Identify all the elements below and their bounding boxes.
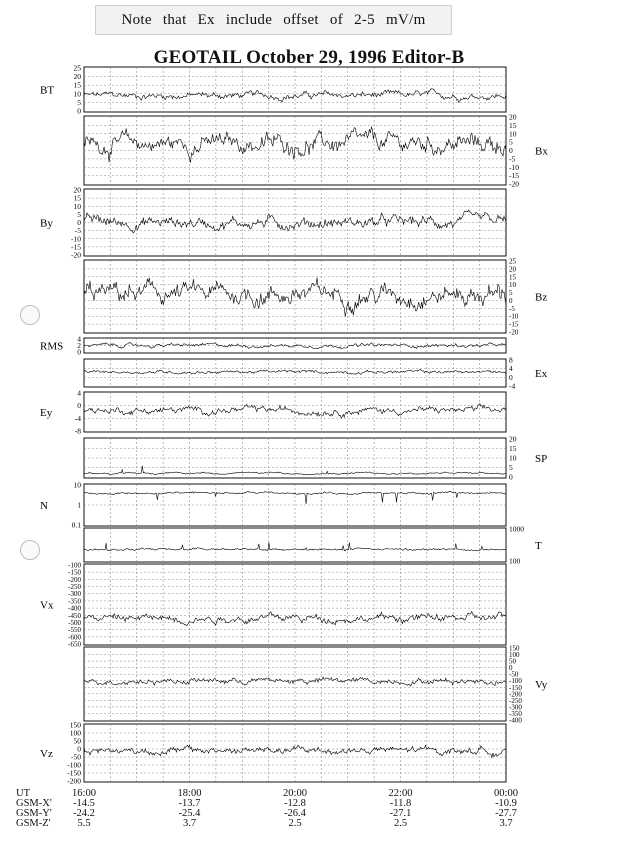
panel-label-bt: BT (40, 84, 55, 97)
x-tick-label: 00:00 (494, 788, 518, 799)
position-value: -13.7 (178, 798, 201, 809)
tick-label-vz: 50 (73, 736, 81, 746)
tick-label-vz: -50 (71, 752, 81, 762)
panel-label-n: N (40, 500, 48, 512)
panel-label-vx: Vx (40, 599, 54, 612)
panel-label-bx: Bx (535, 145, 548, 158)
tick-label-vx: -100 (68, 561, 81, 570)
position-value: -27.1 (389, 808, 412, 819)
tick-label-ey: -8 (74, 426, 81, 436)
footer-row-label: GSM-Y' (16, 808, 52, 819)
footer-row-label: GSM-Z' (16, 818, 51, 829)
tick-label-sp: 15 (509, 444, 517, 453)
tick-label-n: 0.1 (71, 520, 81, 530)
panel-label-t: T (535, 540, 542, 552)
tick-label-vy: 100 (509, 651, 520, 660)
tick-label-vx: -450 (68, 611, 81, 620)
tick-label-vy: 50 (509, 657, 516, 666)
tick-label-vx: -650 (68, 640, 81, 649)
position-value: 2.5 (288, 818, 302, 829)
tick-label-vy: 150 (509, 644, 520, 653)
tick-label-ex: 4 (509, 364, 513, 374)
tick-label-bt: 15 (73, 80, 81, 90)
position-value: -27.7 (495, 808, 517, 819)
panel-label-ex: Ex (535, 368, 548, 380)
tick-label-bx: 10 (509, 129, 517, 139)
tick-label-by: 0 (77, 218, 81, 227)
tick-label-rms: 4 (77, 334, 81, 344)
tick-label-bz: 25 (509, 257, 516, 266)
tick-label-vy: -200 (509, 690, 522, 699)
tick-label-bz: 0 (509, 296, 513, 305)
panel-label-vy: Vy (535, 679, 548, 691)
tick-label-bz: -10 (509, 312, 519, 321)
tick-label-by: -20 (71, 250, 81, 260)
tick-label-vy: -150 (509, 683, 522, 692)
position-value: 3.7 (499, 818, 513, 829)
tick-label-ex: -4 (509, 381, 516, 391)
x-tick-label: 22:00 (388, 788, 413, 799)
tick-label-by: -15 (71, 242, 81, 252)
tick-label-ex: 8 (509, 355, 513, 365)
tick-label-vz: 150 (69, 720, 81, 730)
tick-label-bz: 10 (509, 281, 516, 290)
tick-label-vy: -50 (509, 670, 519, 679)
tick-label-bz: 15 (509, 273, 516, 282)
x-tick-label: 16:00 (72, 788, 96, 799)
tick-label-vy: -400 (509, 716, 522, 725)
tick-label-bt: 0 (77, 106, 81, 116)
tick-label-sp: 20 (509, 434, 517, 444)
position-value: -12.8 (284, 798, 306, 809)
position-value: -10.9 (495, 798, 517, 809)
tick-label-vz: -100 (67, 760, 81, 770)
tick-label-rms: 0 (77, 347, 81, 357)
position-value: 3.7 (182, 818, 197, 829)
tick-label-by: 20 (73, 185, 81, 195)
note-banner: Note that Ex include offset of 2-5 mV/m (95, 5, 452, 35)
panel-label-vz: Vz (40, 748, 53, 760)
panel-label-bz: Bz (535, 291, 548, 304)
tick-label-vz: 0 (77, 744, 81, 754)
tick-label-vy: 0 (509, 664, 513, 673)
position-value: -14.5 (73, 798, 95, 809)
tick-label-vz: -150 (67, 768, 81, 778)
position-value: -26.4 (284, 808, 306, 819)
tick-label-vy: -350 (509, 709, 522, 718)
position-value: -24.2 (73, 808, 95, 819)
tick-label-bx: 0 (509, 146, 513, 155)
position-value: -11.8 (389, 798, 412, 809)
panel-label-sp: SP (535, 453, 548, 465)
tick-label-bz: 20 (509, 265, 516, 274)
tick-label-bz: 5 (509, 289, 513, 298)
tick-label-t: 100 (509, 556, 521, 566)
tick-label-vy: -100 (509, 677, 522, 686)
tick-label-by: -5 (74, 226, 81, 236)
tick-label-vx: -200 (68, 575, 81, 584)
chart-title: GEOTAIL October 29, 1996 Editor-B (153, 47, 465, 68)
tick-label-bx: -10 (509, 162, 519, 172)
tick-label-vx: -500 (68, 618, 81, 627)
tick-label-by: 10 (73, 201, 81, 211)
tick-label-sp: 0 (509, 472, 513, 482)
tick-label-ey: -4 (74, 413, 81, 423)
footer-row-label: UT (16, 788, 30, 799)
tick-label-bx: 15 (509, 120, 517, 130)
tick-label-ey: 0 (77, 401, 81, 411)
tick-label-bx: 5 (509, 137, 513, 147)
tick-label-vx: -350 (68, 597, 81, 606)
tick-label-bt: 20 (73, 72, 81, 82)
tick-label-bt: 25 (73, 63, 81, 73)
panel-label-rms: RMS (40, 340, 64, 353)
series-line-vz (84, 745, 506, 757)
tick-label-vz: 100 (69, 728, 81, 738)
x-tick-label: 20:00 (283, 788, 307, 799)
tick-label-t: 1000 (509, 524, 524, 534)
tick-label-vx: -150 (68, 568, 81, 577)
tick-label-bz: -20 (509, 328, 519, 337)
tick-label-vx: -250 (68, 583, 81, 592)
position-value: 2.5 (393, 818, 408, 829)
panel-label-by: By (40, 217, 53, 230)
tick-label-vx: -400 (68, 604, 81, 613)
tick-label-bt: 10 (73, 89, 81, 99)
tick-label-by: -10 (71, 234, 81, 244)
tick-label-sp: 5 (509, 463, 513, 472)
position-value: -25.4 (178, 808, 201, 819)
tick-label-bx: -20 (509, 179, 519, 189)
tick-label-vy: -300 (509, 703, 522, 712)
tick-label-bz: -15 (509, 320, 519, 329)
tick-label-sp: 10 (509, 453, 517, 463)
tick-label-by: 5 (77, 209, 81, 219)
position-value: 5.5 (77, 818, 91, 829)
tick-label-vy: -250 (509, 696, 522, 705)
tick-label-bt: 5 (77, 97, 81, 107)
panel-frame-bt (84, 67, 506, 112)
tick-label-vx: -550 (68, 626, 81, 635)
tick-label-n: 1 (77, 500, 81, 510)
tick-label-bx: -5 (509, 154, 516, 164)
tick-label-ey: 4 (77, 388, 81, 398)
tick-label-rms: 2 (77, 341, 81, 350)
tick-label-bx: -15 (509, 171, 519, 181)
tick-label-vx: -600 (68, 633, 81, 642)
tick-label-vz: -200 (67, 776, 81, 786)
tick-label-bz: -5 (509, 304, 515, 313)
tick-label-ex: 0 (509, 372, 513, 382)
tick-label-vx: -300 (68, 590, 81, 599)
x-tick-label: 18:00 (177, 788, 202, 799)
footer-row-label: GSM-X' (16, 798, 52, 809)
tick-label-by: 15 (73, 193, 81, 203)
tick-label-n: 10 (73, 480, 81, 490)
panel-label-ey: Ey (40, 407, 53, 419)
tick-label-bx: 20 (509, 112, 517, 122)
